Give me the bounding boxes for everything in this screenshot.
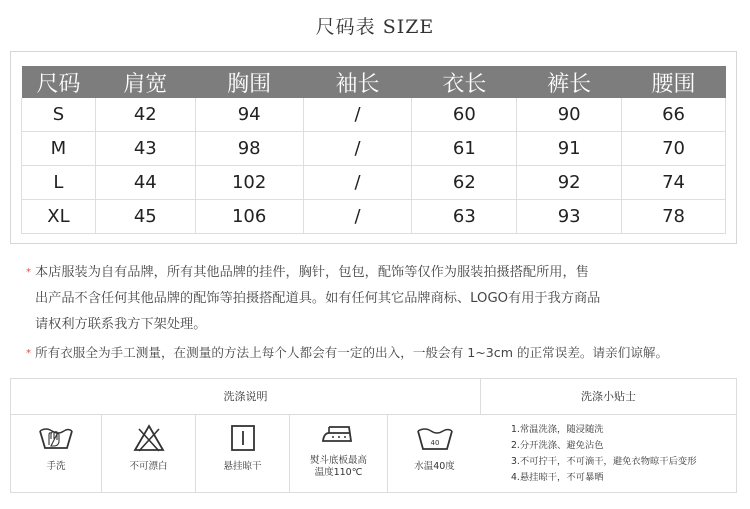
cell-pants-length: 92 [517,166,622,200]
wash-item-label: 手洗 [46,461,66,472]
cell-pants-length: 93 [517,200,622,234]
cell-waist: 78 [622,200,726,234]
cell-chest: 102 [195,166,303,200]
cell-length: 62 [412,166,517,200]
cell-length: 60 [412,98,517,132]
cell-size: L [22,166,96,200]
hang-dry-icon [196,423,289,457]
iron-icon [290,421,387,451]
tip-item: 1.常温洗涤，随浸随洗 [511,424,604,435]
page-title: 尺码表 SIZE [315,16,435,38]
hand-wash-icon [11,423,101,457]
tip-item: 3.不可拧干，不可滴干，避免衣物晾干后变形 [511,456,697,467]
size-table-header [22,66,726,98]
wash-item-label: 水温40度 [414,461,455,472]
header-chest: 胸围 [195,66,303,98]
note-line-3: 请权利方联系我方下架处理。 [35,317,207,332]
cell-chest: 98 [195,132,303,166]
header-pants-length: 裤长 [517,66,622,98]
header-shoulder: 肩宽 [95,66,195,98]
cell-size: S [22,98,96,132]
header-waist: 腰围 [622,66,726,98]
disclaimer-notes [26,260,726,338]
wash-item-hang-dry [196,415,290,492]
cell-pants-length: 90 [517,98,622,132]
cell-shoulder: 43 [95,132,195,166]
note-line-2: 出产品不含任何其他品牌的配饰等拍摄搭配道具。如有任何其它品牌商标、LOGO有用于我方商品 [35,291,601,306]
tip-item: 4.悬挂晾干，不可暴晒 [511,472,604,483]
cell-sleeve: / [303,98,412,132]
measurement-note-text: 所有衣服全为手工测量，在测量的方法上每个人都会有一定的出入，一般会有 1~3cm 的正常误差。请亲们谅解。 [35,345,669,360]
washing-tips [511,422,741,486]
cell-shoulder: 42 [95,98,195,132]
tip-item: 2.分开洗涤、避免沾色 [511,440,604,451]
table-row [22,98,726,132]
svg-text:40: 40 [430,439,439,447]
cell-length: 63 [412,200,517,234]
measurement-note [26,342,668,361]
wash-item-hand-wash [11,415,102,492]
cell-shoulder: 45 [95,200,195,234]
washing-instructions [10,378,737,493]
cell-waist: 74 [622,166,726,200]
cell-chest: 106 [195,200,303,234]
star-marker: * [26,267,31,278]
wash-item-machine-wash [388,415,481,492]
note-line-1: 本店服装为自有品牌，所有其他品牌的挂件，胸针，包包，配饰等仅作为服装拍摄搭配所用，售 [35,265,589,280]
no-bleach-icon [102,423,195,457]
cell-pants-length: 91 [517,132,622,166]
wash-item-label: 悬挂晾干 [223,461,262,472]
cell-chest: 94 [195,98,303,132]
size-table [21,66,726,234]
cell-shoulder: 44 [95,166,195,200]
table-row [22,166,726,200]
star-marker: * [26,348,31,359]
table-row [22,132,726,166]
cell-size: XL [22,200,96,234]
cell-waist: 66 [622,98,726,132]
cell-sleeve: / [303,132,412,166]
cell-sleeve: / [303,200,412,234]
cell-sleeve: / [303,166,412,200]
table-row [22,200,726,234]
wash-item-iron [290,415,388,492]
header-sleeve: 袖长 [303,66,412,98]
cell-length: 61 [412,132,517,166]
header-length: 衣长 [412,66,517,98]
cell-waist: 70 [622,132,726,166]
wash-header: 洗涤说明 [11,379,481,415]
wash-item-no-bleach [102,415,196,492]
wash-item-label: 熨斗底板最高 温度110℃ [309,455,367,478]
cell-size: M [22,132,96,166]
machine-wash-40-icon [388,423,481,457]
wash-item-label: 不可漂白 [129,461,168,472]
tips-header: 洗涤小贴士 [481,379,736,415]
header-size: 尺码 [22,66,96,98]
size-chart [10,51,737,244]
